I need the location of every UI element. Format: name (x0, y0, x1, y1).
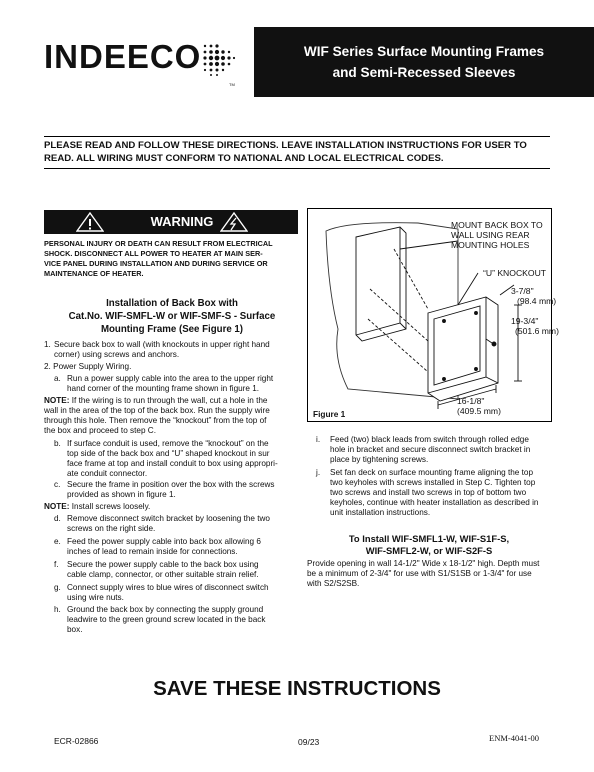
heading-line: Cat.No. WIF-SMFL-W or WIF-SMF-S - Surface (68, 310, 276, 322)
step-line: face frame at top and install conduit to box using appropri- (67, 459, 278, 468)
title-line-1: WIF Series Surface Mounting Frames (303, 44, 545, 59)
step-c (54, 480, 275, 500)
step-h (54, 605, 265, 635)
note-line: wall in the area of the top of the back box. Run the supply wire (44, 406, 270, 415)
warning-triangle-icon (76, 212, 104, 232)
step-line: Ground the back box by connecting the supply ground (67, 605, 264, 614)
height-dimension (511, 316, 559, 336)
step-number: 2. (44, 362, 51, 371)
title-banner (254, 27, 594, 97)
logo-dots-icon (201, 42, 237, 78)
step-line: corner) using screws and anchors. (54, 350, 180, 359)
title-line-2: and Semi-Recessed Sleeves (332, 65, 516, 80)
step-line: Secure the frame in position over the box with the screws (67, 480, 275, 489)
text-line: be a minimum of 2-3/4" for use with S1/S1SB or 1-3/4" for use (307, 569, 532, 578)
note-line: Install screws loosely. (69, 502, 151, 511)
notice-line-1: PLEASE READ AND FOLLOW THESE DIRECTIONS. LEAVE INSTALLATION INSTRUCTIONS FOR USER TO (44, 140, 527, 151)
note-line: If the wiring is to run through the wall, cut a hole in the (69, 396, 268, 405)
step-line: Remove disconnect switch bracket by loosening the two (67, 514, 270, 523)
step-line: top side of the back box and “U” shaped knockout in sur (67, 449, 270, 458)
depth-dimension (511, 286, 556, 306)
trademark: TM (229, 82, 235, 87)
step-line: using wire nuts. (67, 593, 124, 602)
dim-line: 16-1/8" (457, 396, 485, 406)
step-line: provided as shown in figure 1. (67, 490, 176, 499)
knockout-callout: “U” KNOCKOUT (483, 268, 547, 278)
step-number: e. (54, 537, 61, 546)
text-line: Provide opening in wall 14-1/2" Wide x 18-1/2" high. Depth must (307, 559, 540, 568)
warning-line: VICE PANEL DURING INSTALLATION AND DURING SERVICE OR (44, 259, 268, 268)
step-number: c. (54, 480, 61, 489)
step-number: g. (54, 583, 61, 592)
step-i (316, 435, 530, 465)
note-2 (44, 502, 150, 512)
step-line: inches of lead to remain inside for connections. (67, 547, 238, 556)
step-number: 1. (44, 340, 51, 349)
step-b (54, 439, 278, 479)
callout-line: WALL USING REAR (451, 230, 530, 240)
step-f (54, 560, 259, 580)
heading-line: Installation of Back Box with (106, 298, 238, 309)
step-line: screws on the right side. (67, 524, 156, 533)
installation-heading (44, 298, 300, 336)
footer-doc-number: ENM-4041-00 (489, 733, 540, 743)
step-line: hole in bracket and secure disconnect switch bracket in (330, 445, 531, 454)
heading-line: To Install WIF-SMFL1-W, WIF-S1F-S, (348, 533, 510, 544)
step-number: d. (54, 514, 61, 523)
step-line: Power Supply Wiring. (53, 362, 132, 371)
step-line: Feed (two) black leads from switch through rolled edge (330, 435, 529, 444)
text-line: with S2/S2SB. (307, 579, 360, 588)
dim-line: (501.6 mm) (515, 326, 559, 336)
dim-line: (98.4 mm) (517, 296, 557, 306)
warning-line: MAINTENANCE OF HEATER. (44, 269, 144, 278)
heading-line: WIF-SMFL2-W, or WIF-S2F-S (365, 545, 493, 556)
step-line: Secure back box to wall (with knockouts in upper right hand (54, 340, 270, 349)
warning-line: PERSONAL INJURY OR DEATH CAN RESULT FROM ELECTRICAL (44, 239, 273, 248)
footer-date: 09/23 (298, 737, 320, 747)
note-1 (44, 396, 270, 436)
width-dimension (457, 396, 501, 416)
note-line: the box and proceed to step C. (44, 426, 156, 435)
callout-line: MOUNTING HOLES (451, 240, 530, 250)
step-number: h. (54, 605, 61, 614)
step-line: If surface conduit is used, remove the “knockout” on the (67, 439, 269, 448)
step-line: cable clamp, connector, or other suitable strain relief. (67, 570, 259, 579)
warning-text (44, 239, 299, 279)
warning-label: WARNING (150, 214, 214, 229)
note-line: through this hole. Then remove the “knockout” from the top of (44, 416, 267, 425)
callout-line: MOUNT BACK BOX TO (451, 220, 543, 230)
step-line: Set fan deck on surface mounting frame aligning the top (330, 468, 533, 477)
step-number: f. (54, 560, 59, 569)
dim-line: 3-7/8" (511, 286, 534, 296)
semi-recessed-text (307, 559, 539, 589)
step-2 (44, 362, 131, 372)
step-line: Run a power supply cable into the area to the upper right (67, 374, 274, 383)
step-d (54, 514, 270, 534)
step-number: b. (54, 439, 61, 448)
step-line: Feed the power supply cable into back box allowing 6 (67, 537, 261, 546)
warning-bar (44, 210, 298, 234)
shock-hazard-icon (220, 212, 248, 232)
step-number: a. (54, 374, 61, 383)
step-line: hand corner of the mounting frame shown in figure 1. (67, 384, 260, 393)
step-1 (44, 340, 270, 360)
warning-line: SHOCK. DISCONNECT ALL POWER TO HEATER AT MAIN SER- (44, 249, 263, 258)
step-line: Secure the power supply cable to the back box using (67, 560, 259, 569)
figure-label: Figure 1 (313, 409, 346, 419)
notice-line-2: READ. ALL WIRING MUST CONFORM TO NATIONAL AND LOCAL ELECTRICAL CODES. (44, 153, 444, 164)
step-line: two keyholes with screws installed in Step C. Tighten top (330, 478, 536, 487)
brand-logo: INDEECO (44, 38, 202, 75)
footer-ecr: ECR-02866 (54, 736, 99, 746)
mount-callout (451, 220, 543, 250)
save-instructions-banner: SAVE THESE INSTRUCTIONS (153, 677, 441, 700)
semi-recessed-heading (307, 533, 551, 557)
step-line: place by tightening screws. (330, 455, 429, 464)
notice-box (44, 136, 550, 169)
step-g (54, 583, 269, 603)
step-a (54, 374, 273, 394)
step-line: Connect supply wires to blue wires of disconnect switch (67, 583, 269, 592)
step-line: unit installation instructions. (330, 508, 431, 517)
note-label: NOTE: (44, 396, 70, 405)
note-label: NOTE: (44, 502, 70, 511)
step-line: two screws and install two screws in top of bottom two (330, 488, 527, 497)
step-line: keyholes, continue with heater installation as described in (330, 498, 539, 507)
step-e (54, 537, 261, 557)
step-number: j. (316, 468, 321, 477)
dim-line: (409.5 mm) (457, 406, 501, 416)
step-j (316, 468, 538, 518)
dim-line: 19-3/4" (511, 316, 539, 326)
step-line: ate conduit connector. (67, 469, 148, 478)
step-line: box. (67, 625, 83, 634)
heading-line: Mounting Frame (See Figure 1) (100, 323, 244, 335)
step-number: i. (316, 435, 321, 444)
step-line: leadwire to the green ground screw located in the back (67, 615, 266, 624)
